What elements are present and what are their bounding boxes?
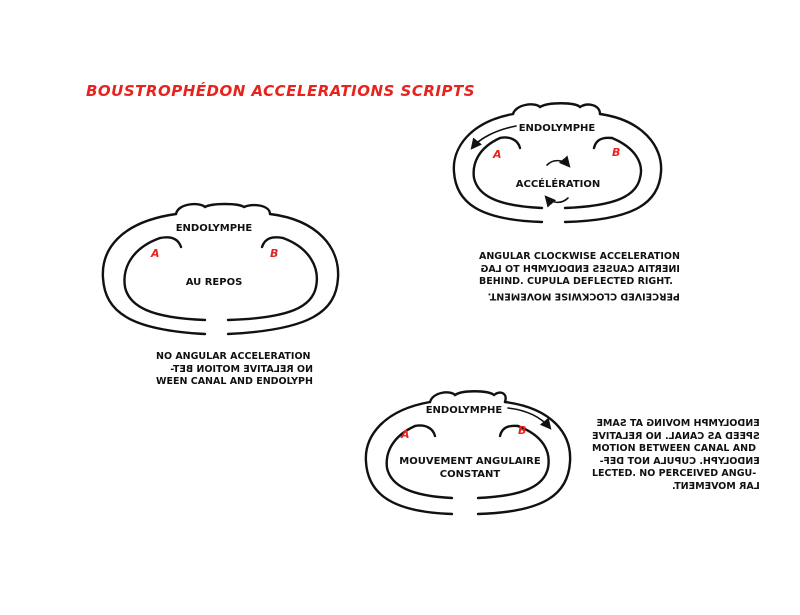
note-line: NO RELATIVE MOTION BET-: [170, 363, 313, 375]
endolymph-label: ENDOLYMPHE: [425, 405, 503, 416]
page-title: BOUSTROPHÉDON ACCELERATIONS SCRIPTS: [86, 82, 476, 100]
label-b: B: [612, 146, 621, 159]
state-label: CONSTANT: [439, 469, 501, 480]
endolymph-label: ENDOLYMPHE: [175, 223, 253, 234]
note-line: MOTION BETWEEN CANAL AND: [592, 443, 756, 454]
note-line: LECTED. NO PERCEIVED ANGU-: [592, 468, 757, 479]
state-label: ACCÉLÉRATION: [515, 179, 601, 190]
note-line: INERTIA CAUSES ENDOLYMPH TO LAG: [480, 263, 680, 275]
note-line: ENDOLYMPH MOVING AT SAME: [596, 418, 760, 429]
cupula-b: [594, 138, 612, 148]
rotation-arrow: [547, 161, 569, 166]
cupula-a: [415, 425, 435, 436]
ampulla: [176, 204, 270, 214]
explanation-note-constant: [592, 418, 760, 493]
label-a: A: [493, 148, 502, 161]
ampulla: [430, 391, 506, 402]
note-line: ENDOLYPH. CUPULA NOT DEF-: [599, 455, 760, 467]
note-line: BEHIND. CUPULA DEFLECTED RIGHT.: [479, 276, 673, 287]
note-line: SPEED AS CANAL. NO RELATIVE: [592, 430, 760, 442]
canal-inner-wall: [474, 138, 542, 208]
note-line: LAR MOVEMENT.: [672, 480, 760, 492]
ampulla: [513, 103, 600, 114]
explanation-note-acceleration: [479, 251, 680, 301]
cupula-a: [500, 137, 520, 148]
canal-inner-wall: [565, 138, 641, 208]
note-line: PERCEIVED CLOCKWISE MOVEMENT.: [487, 290, 680, 301]
label-a: A: [401, 428, 410, 441]
endolymph-label: ENDOLYMPHE: [518, 123, 596, 134]
state-label: MOUVEMENT ANGULAIRE: [399, 456, 541, 467]
canal-diagram-rest: [103, 204, 338, 334]
label-b: B: [518, 424, 527, 437]
explanation-note-rest: [156, 351, 313, 389]
cupula-a: [160, 237, 181, 247]
label-a: A: [151, 247, 160, 260]
note-line: NO ANGULAR ACCELERATION: [156, 351, 311, 362]
note-line: WEEN CANAL AND ENDOLYPH: [156, 376, 313, 387]
canal-diagram-constant: [366, 391, 570, 514]
label-b: B: [270, 247, 279, 260]
cupula-b: [500, 426, 518, 436]
state-label: AU REPOS: [185, 277, 243, 288]
cupula-b: [262, 237, 283, 247]
rotation-arrow: [546, 197, 568, 202]
note-line: ANGULAR CLOCKWISE ACCELERATION: [479, 251, 680, 262]
canal-diagram-acceleration: [454, 103, 661, 222]
